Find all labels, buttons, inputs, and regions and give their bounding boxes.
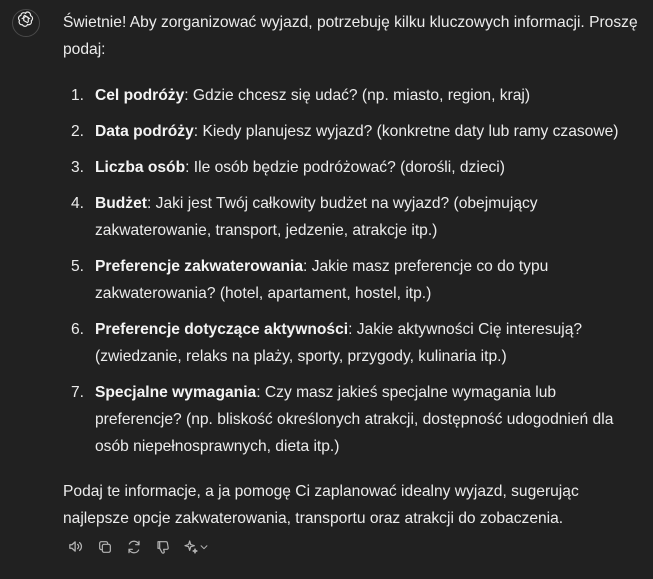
list-item-text: : Jakie masz preferencje co do typu zakwaterowania? (hotel, apartament, hostel, itp.) <box>95 258 549 302</box>
list-item-title: Preferencje zakwaterowania <box>95 258 304 275</box>
read-aloud-button[interactable] <box>63 534 88 559</box>
assistant-message <box>63 9 643 532</box>
list-number: 4. <box>71 195 85 212</box>
thumbs-down-icon <box>155 539 171 555</box>
assistant-avatar <box>12 9 40 37</box>
list-number: 2. <box>71 123 85 140</box>
list-number: 5. <box>71 258 85 275</box>
regenerate-button[interactable] <box>121 534 146 559</box>
list-item-title: Liczba osób <box>95 159 186 176</box>
list-item-title: Cel podróży <box>95 87 185 104</box>
list-number: 1. <box>71 87 85 104</box>
list-number: 6. <box>71 321 85 338</box>
list-item-title: Data podróży <box>95 123 194 140</box>
message-outro: Podaj te informacje, a ja pomogę Ci zaplanować idealny wyjazd, sugerując najlepsze opcje zakwaterowania, transportu oraz atrakcji do zobaczenia. <box>63 483 579 527</box>
message-intro: Świetnie! Aby zorganizować wyjazd, potrzebuję kilku kluczowych informacji. Proszę podaj: <box>63 14 638 58</box>
message-actions <box>63 534 213 559</box>
bad-response-button[interactable] <box>150 534 175 559</box>
copy-button[interactable] <box>92 534 117 559</box>
regenerate-icon <box>126 539 142 555</box>
list-item-text: : Czy masz jakieś specjalne wymagania lub preferencje? (np. bliskość określonych atrakcji, dostępność udogodnień dla osób niepełnosprawnych, dieta itp.) <box>95 384 614 455</box>
list-item <box>63 253 643 307</box>
list-item-title: Preferencje dotyczące aktywności <box>95 321 349 338</box>
list-item-text: : Kiedy planujesz wyjazd? (konkretne daty lub ramy czasowe) <box>193 123 619 140</box>
list-item-text: : Ile osób będzie podróżować? (dorośli, dzieci) <box>185 159 505 176</box>
sparkle-model-icon <box>183 539 199 555</box>
requirements-list <box>63 82 643 460</box>
speaker-icon <box>67 538 84 555</box>
list-item-text: : Gdzie chcesz się udać? (np. miasto, region, kraj) <box>184 87 531 104</box>
list-item <box>63 118 643 145</box>
list-item-text: : Jaki jest Twój całkowity budżet na wyjazd? (obejmujący zakwaterowanie, transport, jedzenie, atrakcje itp.) <box>95 195 538 239</box>
copy-icon <box>97 539 113 555</box>
list-item <box>63 190 643 244</box>
list-item <box>63 82 643 109</box>
list-item-title: Specjalne wymagania <box>95 384 257 401</box>
list-item <box>63 154 643 181</box>
chevron-down-icon <box>199 542 209 552</box>
list-item <box>63 379 643 460</box>
switch-model-button[interactable] <box>179 534 213 559</box>
openai-logo-icon <box>17 10 35 37</box>
list-item-text: : Jakie aktywności Cię interesują? (zwiedzanie, relaks na plaży, sporty, przygody, kulinaria itp.) <box>95 321 583 365</box>
list-number: 7. <box>71 384 85 401</box>
list-item <box>63 316 643 370</box>
list-number: 3. <box>71 159 85 176</box>
list-item-title: Budżet <box>95 195 147 212</box>
